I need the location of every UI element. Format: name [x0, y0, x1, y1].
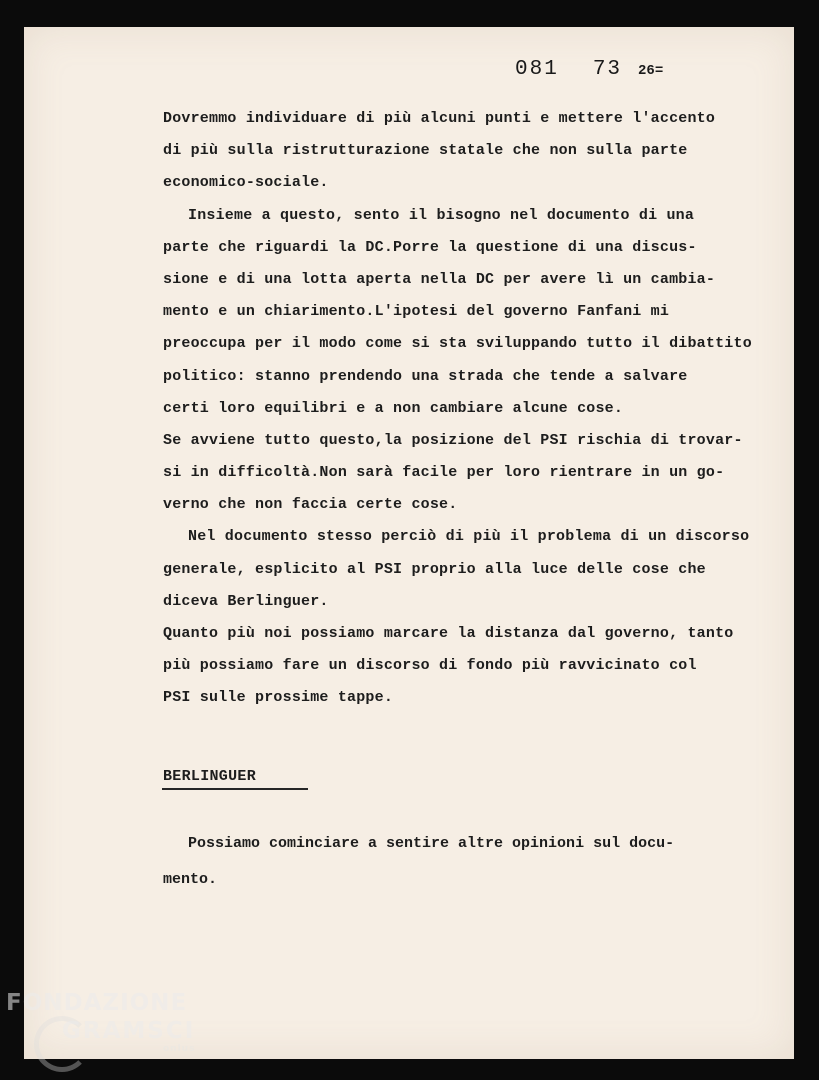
- text-line: verno che non faccia certe cose.: [163, 496, 458, 514]
- text-line: politico: stanno prendendo una strada che tende a salvare: [163, 367, 688, 385]
- text-line: Nel documento stesso perciò di più il problema di un discorso: [188, 528, 750, 546]
- text-line: sione e di una lotta aperta nella DC per avere lì un cambia-: [163, 270, 716, 288]
- page-header-numbers: [515, 58, 663, 81]
- text-line: parte che riguardi la DC.Porre la questione di una discus-: [163, 238, 697, 256]
- text-line: diceva Berlinguer.: [163, 592, 329, 610]
- text-line: mento e un chiarimento.L'ipotesi del governo Fanfani mi: [163, 303, 670, 321]
- watermark: [6, 990, 195, 1054]
- text-line: generale, esplicito al PSI proprio alla luce delle cose che: [163, 560, 706, 578]
- text-line: PSI sulle prossime tappe.: [163, 689, 394, 707]
- text-line: certi loro equilibri e a non cambiare alcune cose.: [163, 399, 624, 417]
- watermark-line: onlus: [163, 1044, 196, 1054]
- text-line: si in difficoltà.Non sarà facile per loro rientrare in un go-: [163, 464, 725, 482]
- text-line: Dovremmo individuare di più alcuni punti e mettere l'accento: [163, 110, 716, 127]
- text-line: Quanto più noi possiamo marcare la distanza dal governo, tanto: [163, 625, 734, 642]
- speaker-name: BERLINGUER: [163, 768, 257, 785]
- typed-body: [163, 103, 773, 715]
- watermark-line: FONDAZIONE: [6, 990, 188, 1016]
- text-line: di più sulla ristrutturazione statale che non sulla parte: [163, 142, 688, 160]
- page-number: 26=: [638, 63, 664, 79]
- archive-number-2: 73: [592, 58, 623, 81]
- speaker-statement: [163, 826, 763, 898]
- text-line: economico-sociale.: [163, 174, 329, 192]
- speaker-underline: [162, 788, 308, 790]
- text-line: mento.: [163, 871, 218, 888]
- text-line: Insieme a questo, sento il bisogno nel documento di una: [188, 206, 695, 224]
- text-line: Possiamo cominciare a sentire altre opinioni sul docu-: [188, 835, 675, 852]
- text-line: più possiamo fare un discorso di fondo più ravvicinato col: [163, 657, 697, 675]
- archive-number-1: 081: [515, 58, 559, 81]
- text-line: preoccupa per il modo come si sta sviluppando tutto il dibattito: [163, 335, 752, 353]
- text-line: Se avviene tutto questo,la posizione del PSI rischia di trovar-: [163, 431, 743, 449]
- watermark-line: GRAMSCI: [62, 1018, 196, 1044]
